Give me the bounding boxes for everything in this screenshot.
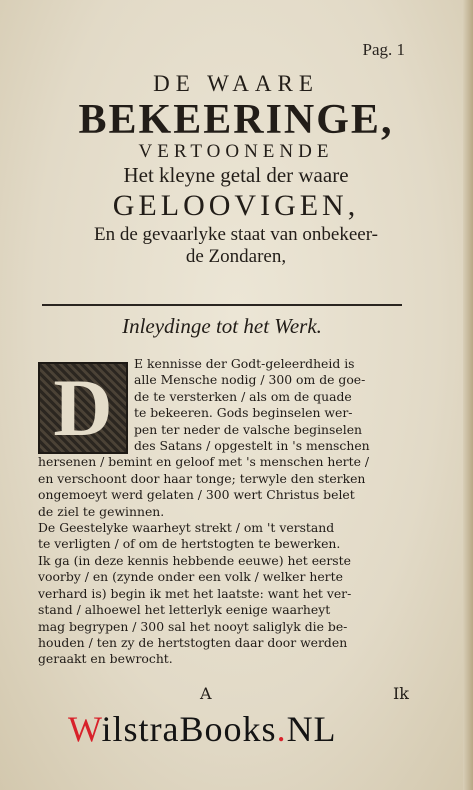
body-line: te verligten / of om de hertstogten te bewerken. <box>38 536 341 552</box>
signature-mark: A <box>200 684 212 703</box>
body-line: verhard is) begin ik met het laatste: want het ver- <box>38 585 352 601</box>
section-heading: Inleydinge tot het Werk. <box>122 314 322 338</box>
body-line: Ik ga (in deze kennis hebbende eeuwe) het eerste <box>38 552 351 568</box>
page-edge <box>463 0 473 790</box>
body-line: alle Mensche nodig / 300 om de goe- <box>134 372 366 388</box>
body-line: de ziel te gewinnen. <box>38 503 165 519</box>
body-line: des Satans / opgestelt in 's menschen <box>134 438 370 454</box>
page-number: Pag. 1 <box>362 40 405 59</box>
body-line: voorby / en (zynde onder een volk / welker herte <box>38 569 343 585</box>
title-block <box>30 70 442 268</box>
body-line: ongemoeyt werd gelaten / 300 wert Christus belet <box>38 487 355 503</box>
watermark-tld: NL <box>286 709 337 749</box>
body-line: stand / alhoewel het letterlyk eenige waarheyt <box>38 602 331 618</box>
watermark-initial: W <box>68 709 102 749</box>
body-line: de te versterken / als om de quade <box>134 388 352 404</box>
body-line: pen ter neder de valsche beginselen <box>134 421 363 437</box>
body-line: geraakt en bewrocht. <box>38 651 173 667</box>
title-line-2: BEKEERINGE, <box>78 97 394 143</box>
body-line: te bekeeren. Gods beginselen wer- <box>134 405 353 421</box>
title-line-4: Het kleyne getal der waare <box>123 163 349 187</box>
body-line: E kennisse der Godt-geleerdheid is <box>134 356 355 371</box>
body-line: en verschoont door haar tonge; terwyle den sterken <box>38 470 366 486</box>
body-line: houden / ten zy de hertstogten daar door werden <box>38 634 348 650</box>
title-line-1: DE WAARE <box>153 71 319 96</box>
body-line: De Geestelyke waarheyt strekt / om 't verstand <box>38 520 335 536</box>
watermark-logo <box>68 708 337 750</box>
body-text <box>38 356 410 668</box>
title-line-6: En de gevaarlyke staat van onbekeer- <box>94 224 378 245</box>
catchword: Ik <box>392 684 409 703</box>
title-line-5: GELOOVIGEN, <box>112 189 360 222</box>
divider-rule <box>42 304 402 306</box>
watermark-dot: . <box>276 709 287 749</box>
watermark-name: ilstraBooks <box>101 709 277 749</box>
title-line-7: de Zondaren, <box>185 246 287 267</box>
title-line-3: VERTOONENDE <box>138 141 334 162</box>
body-line: hersenen / bemint en geloof met 's menschen herte / <box>38 454 370 470</box>
body-line: mag begrypen / 300 sal het nooyt saliglyk die be- <box>38 618 348 634</box>
drop-cap-letter: D <box>53 362 113 453</box>
